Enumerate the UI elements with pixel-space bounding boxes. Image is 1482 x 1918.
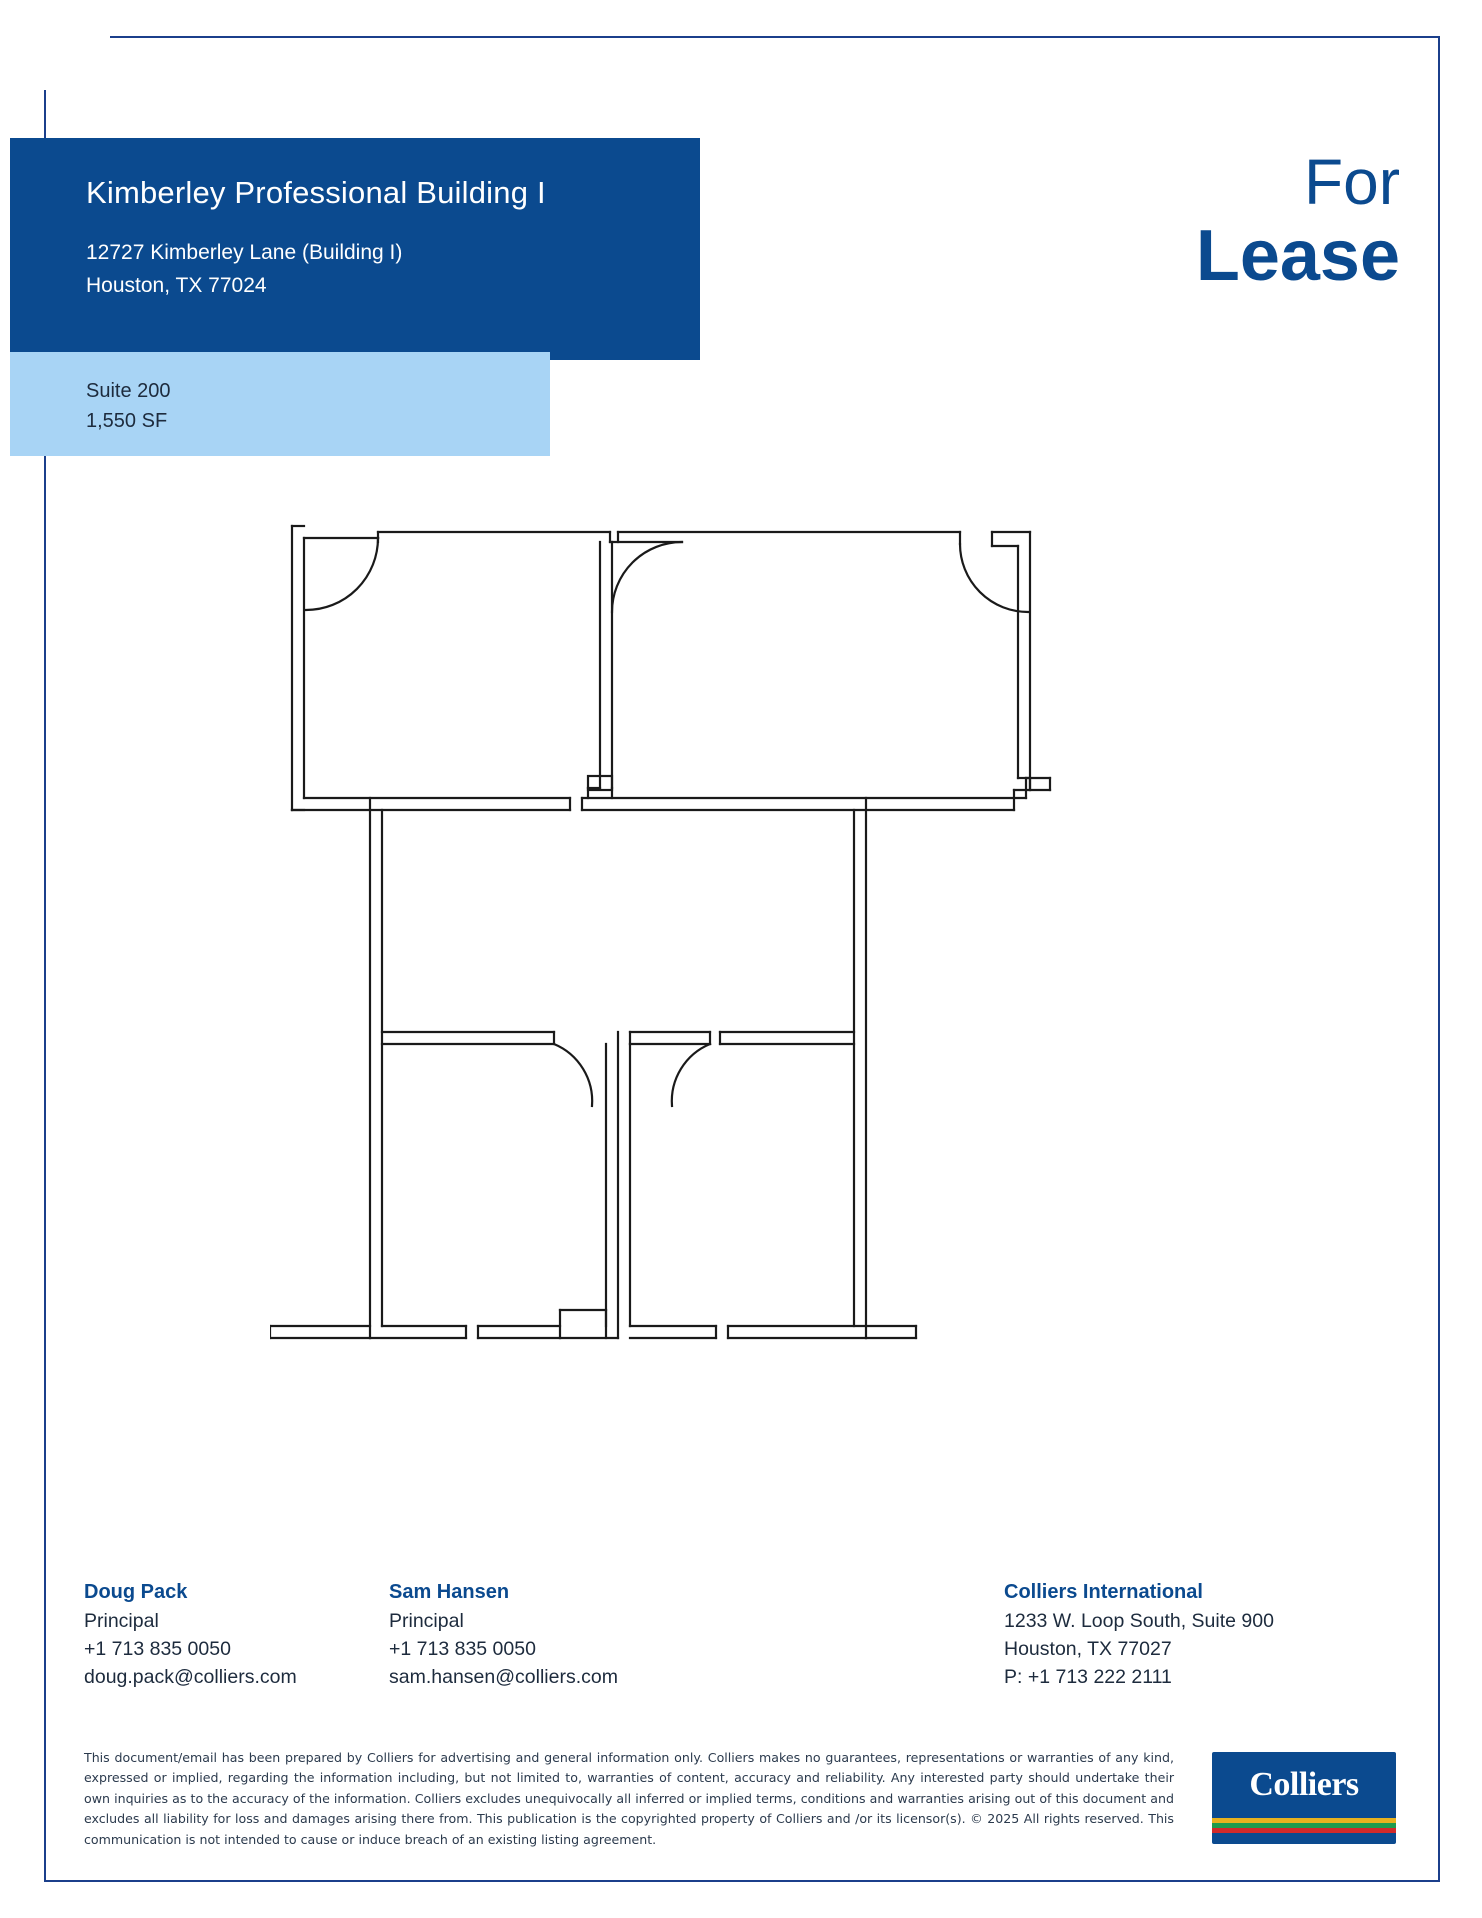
frame-corner-notch-horizontal (30, 20, 110, 38)
legal-disclaimer: This document/email has been prepared by Colliers for advertising and general information only. Colliers makes no guarantees, representations or warranties of any kind, expressed or implied, regarding the information including, but not limited to, warranties of content, accuracy and reliability. Any interested party should undertake their own inquiries as to the accuracy of the information. Colliers excludes unequivocally all inferred or implied terms, conditions and warranties arising out of this document and excludes all liability for loss and damages arising there from. This publication is the copyrighted property of Colliers and /or its licensor(s). © 2025 All rights reserved. This communication is not intended to cause or induce breach of an existing listing agreement. (84, 1750, 1174, 1847)
company-phone[interactable]: P: +1 713 222 2111 (1004, 1665, 1172, 1688)
suite-number: Suite 200 (86, 380, 171, 402)
contact-title: Principal (389, 1610, 464, 1633)
page-title: Kimberley Professional Building I (86, 175, 546, 210)
colliers-logo-text: Colliers (1249, 1766, 1359, 1803)
property-address-line-2: Houston, TX 77024 (86, 273, 267, 297)
floorplan-svg (270, 520, 1250, 1550)
contact-email[interactable]: sam.hansen@colliers.com (389, 1665, 618, 1688)
stripe-red (1212, 1828, 1396, 1833)
suite-square-footage: 1,550 SF (86, 410, 168, 432)
for-lease-word-lease: Lease (1195, 216, 1400, 297)
colliers-logo-stripes (1212, 1818, 1396, 1838)
contact-name: Doug Pack (84, 1581, 188, 1603)
for-lease-word-for: For (1304, 146, 1400, 218)
floorplan-drawing (270, 520, 1250, 1550)
for-lease-heading (1195, 146, 1400, 297)
contact-sam-hansen (389, 1578, 618, 1691)
contact-email[interactable]: doug.pack@colliers.com (84, 1665, 297, 1688)
contact-phone[interactable]: +1 713 835 0050 (389, 1638, 536, 1661)
contact-doug-pack (84, 1578, 297, 1691)
suite-info-block (10, 352, 550, 456)
company-info (1004, 1578, 1274, 1691)
contact-name: Sam Hansen (389, 1581, 510, 1603)
colliers-logo (1212, 1752, 1396, 1844)
company-name: Colliers International (1004, 1581, 1203, 1603)
contact-phone[interactable]: +1 713 835 0050 (84, 1638, 231, 1661)
company-address-line-1: 1233 W. Loop South, Suite 900 (1004, 1610, 1274, 1633)
property-address-line-1: 12727 Kimberley Lane (Building I) (86, 241, 403, 265)
contact-title: Principal (84, 1610, 159, 1633)
contacts-section (84, 1578, 1394, 1708)
property-title-block (10, 138, 700, 360)
company-address-line-2: Houston, TX 77027 (1004, 1638, 1172, 1661)
